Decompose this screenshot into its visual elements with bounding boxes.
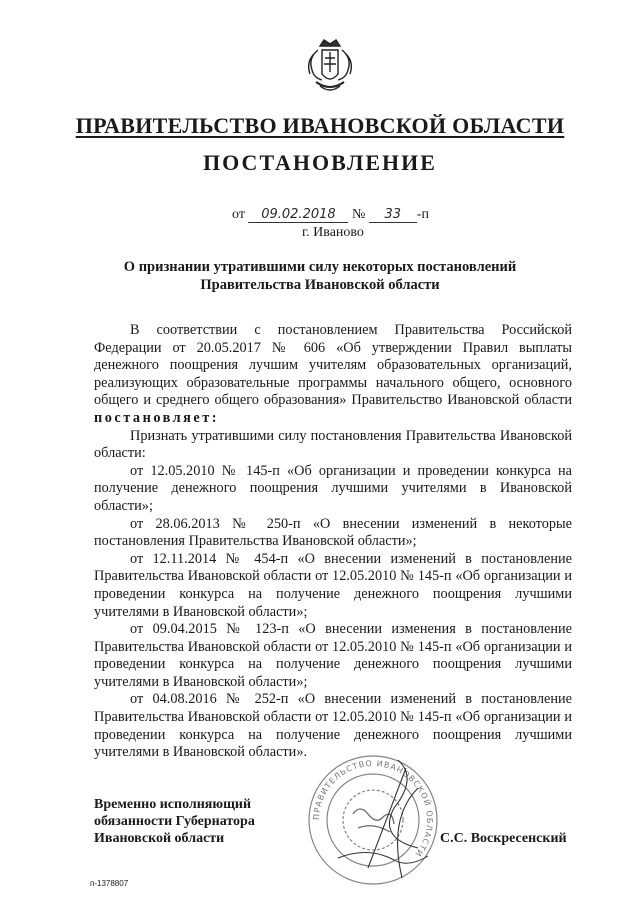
date-number-line <box>232 207 429 223</box>
seal-text: ПРАВИТЕЛЬСТВО ИВАНОВСКОЙ ОБЛАСТИ <box>311 758 435 859</box>
document-number: 33 <box>369 207 417 223</box>
intro-text: В соответствии с постановлением Правительства Российской Федерации от 20.05.2017 № 606 «Об утверждении Правил выплаты денежного поощрения лучшим учителям образовательных организаций, реализующих образовательные программы начального общего, основного общего и среднего общего образования» Правительство Ивановской области <box>94 322 572 409</box>
government-title: ПРАВИТЕЛЬСТВО ИВАНОВСКОЙ ОБЛАСТИ <box>75 113 565 138</box>
intro-paragraph <box>94 322 572 428</box>
coat-of-arms-icon <box>298 34 362 98</box>
document-type: ПОСТАНОВЛЕНИЕ <box>203 150 437 175</box>
signatory-title: Временно исполняющий обязанности Губернатора Ивановской области <box>94 797 255 846</box>
official-seal-icon <box>298 748 448 893</box>
body-paragraph: от 12.11.2014 № 454-п «О внесении изменений в постановление Правительства Ивановской области от 12.05.2010 № 145-п «Об организации и проведении конкурса на получение денежного поощрения лучшими учителями в Ивановской области»; <box>94 550 572 620</box>
document-subject: О признании утратившими силу некоторых постановлений Правительства Ивановской области <box>123 259 517 293</box>
body-paragraph: от 04.08.2016 № 252-п «О внесении изменений в постановление Правительства Ивановской области от 12.05.2010 № 145-п «Об организации и проведении конкурса на получение денежного поощрения лучшими учителями в Ивановской области». <box>94 691 572 761</box>
number-prefix: № <box>351 207 366 222</box>
decree-word: постановляет: <box>94 409 220 426</box>
document-body <box>94 322 572 762</box>
date-prefix: от <box>232 207 245 222</box>
document-code: п-1378807 <box>90 879 129 888</box>
body-paragraph: от 12.05.2010 № 145-п «Об организации и проведении конкурса на получение денежного поощрения лучшими учителями в Ивановской области»; <box>94 462 572 514</box>
body-paragraph: Признать утратившими силу постановления Правительства Ивановской области: <box>94 427 572 462</box>
number-suffix: -п <box>416 207 429 222</box>
signatory-name: С.С. Воскресенский <box>440 831 567 846</box>
body-paragraph: от 28.06.2013 № 250-п «О внесении изменений в некоторые постановления Правительства Ивановской области»; <box>94 515 572 550</box>
city: г. Иваново <box>302 225 364 240</box>
body-paragraph: от 09.04.2015 № 123-п «О внесении изменения в постановление Правительства Ивановской области от 12.05.2010 № 145-п «Об организации и проведении конкурса на получение денежного поощрения лучшими учителями в Ивановской области»; <box>94 621 572 690</box>
document-date: 09.02.2018 <box>248 207 348 223</box>
